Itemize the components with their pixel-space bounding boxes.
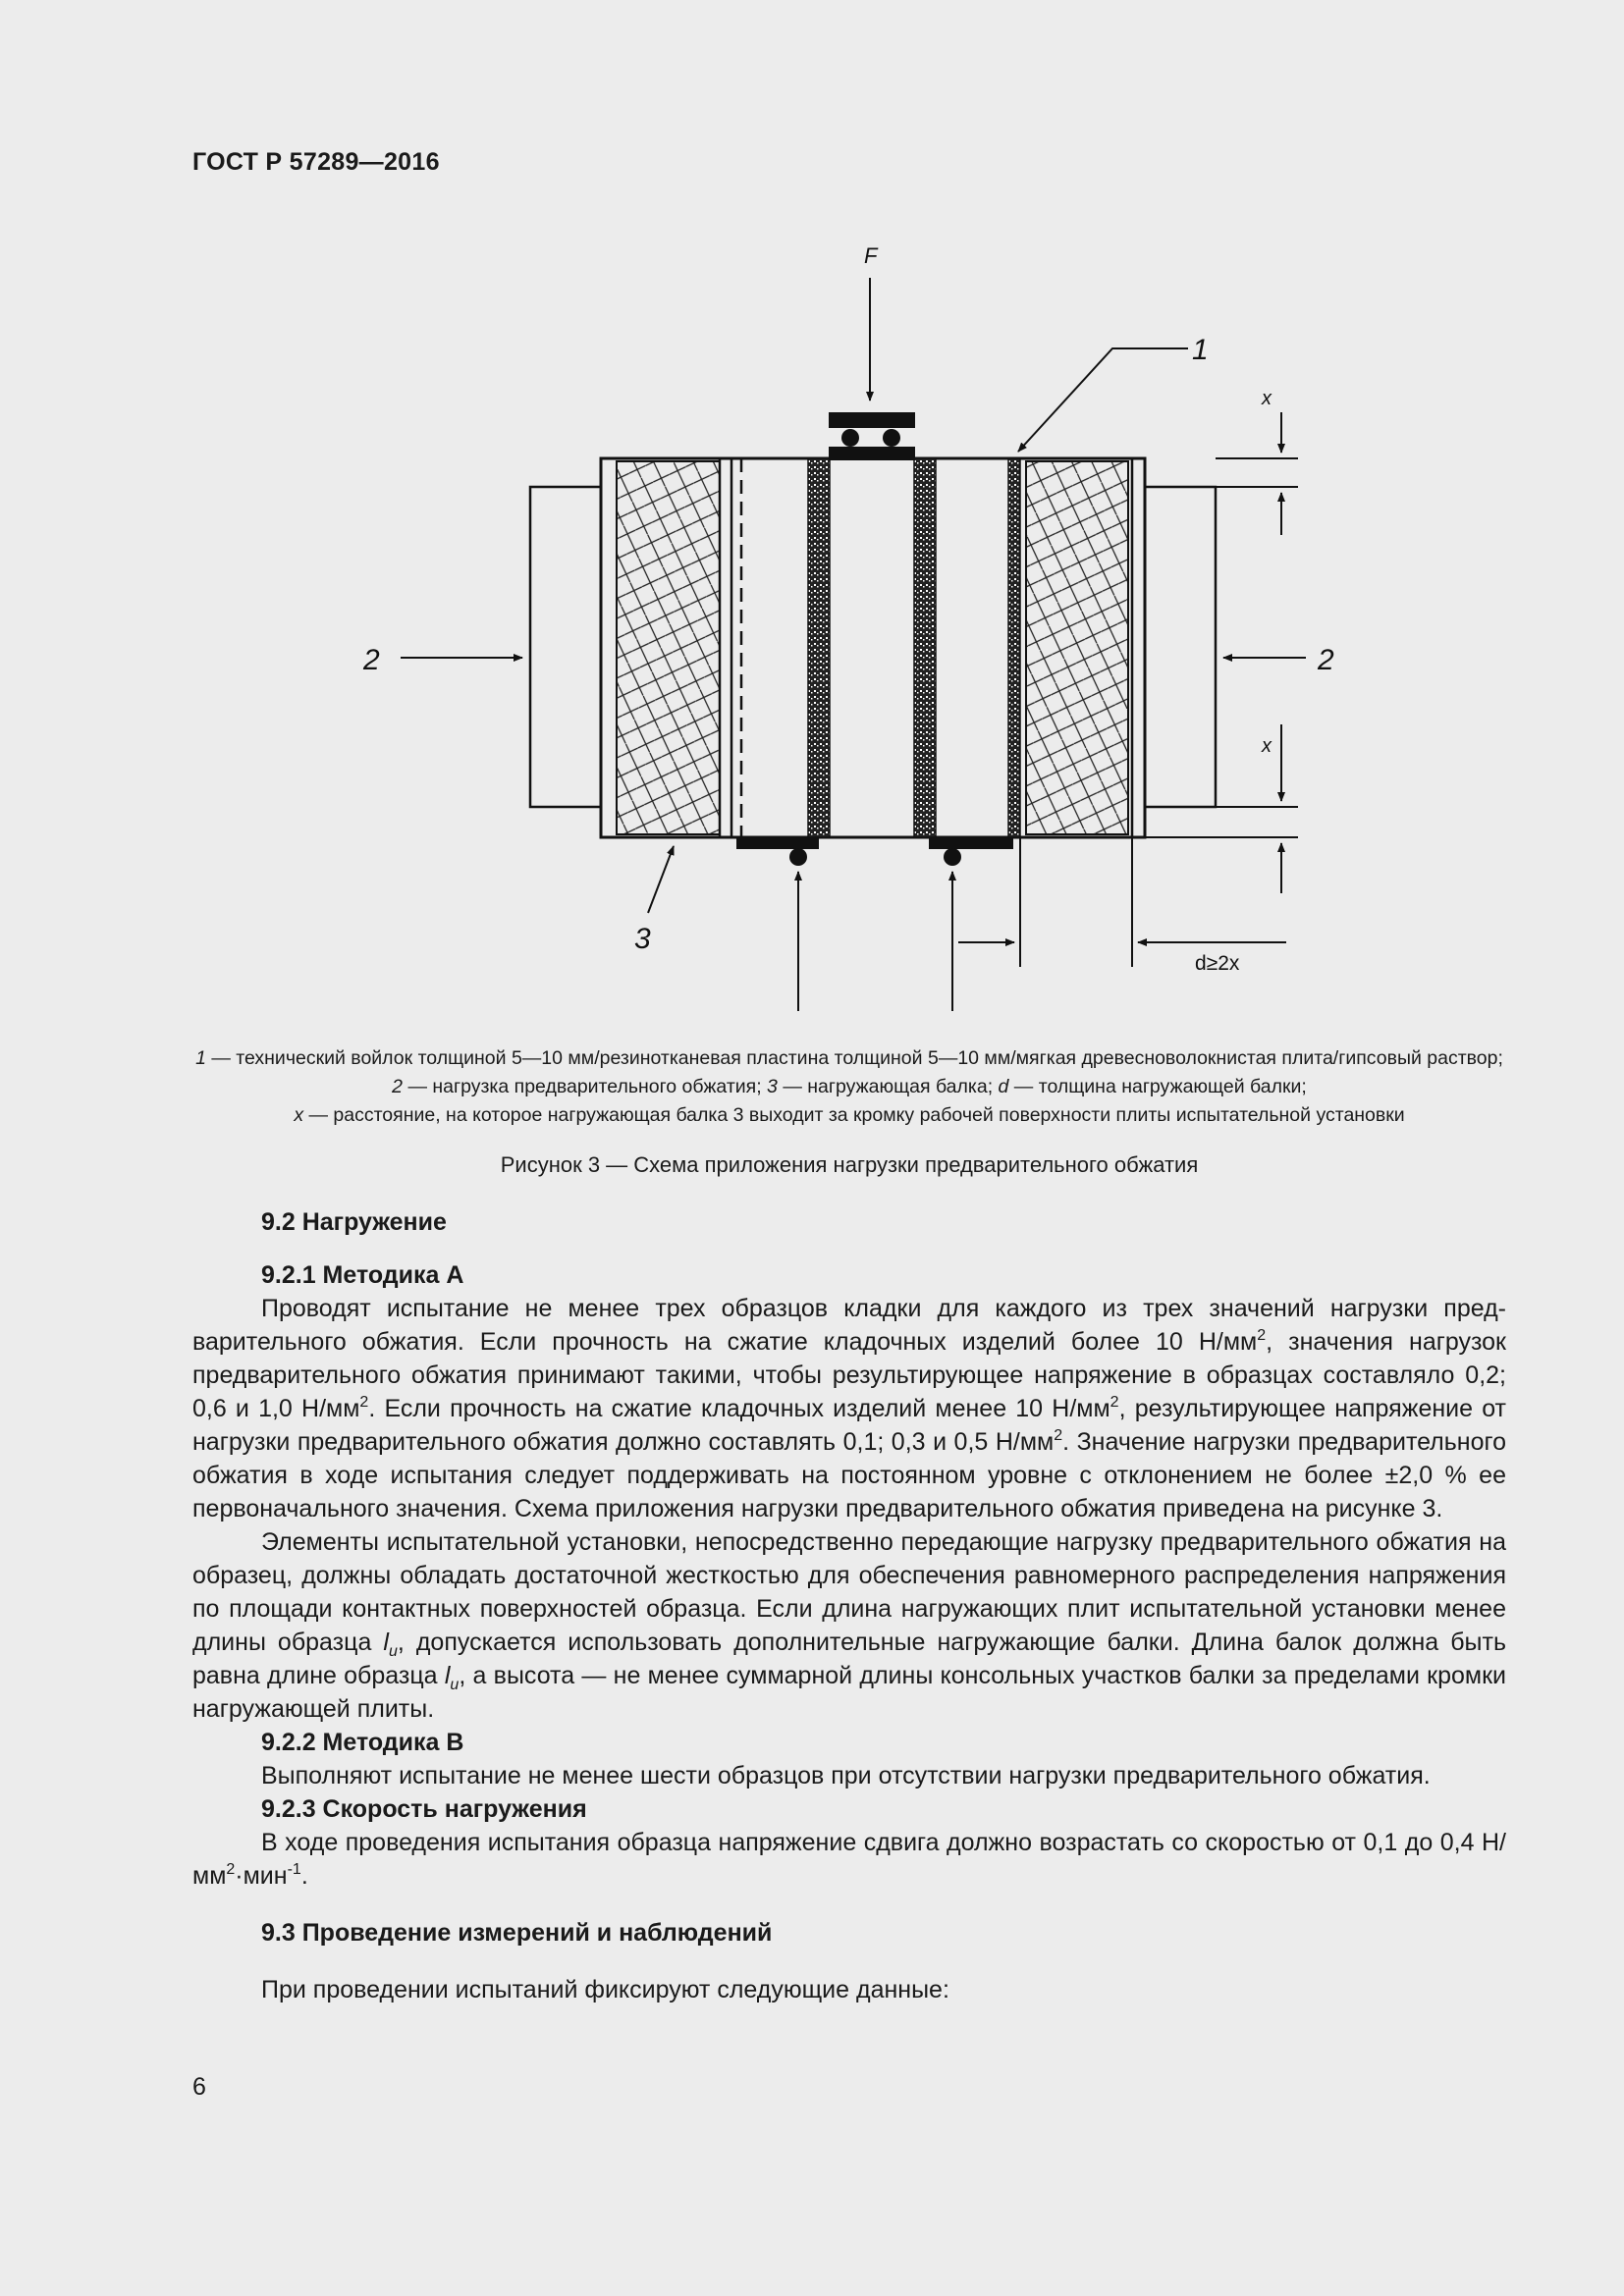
label-x-top: x — [1262, 388, 1272, 409]
felt-strip — [914, 458, 936, 837]
heading-9-2: 9.2 Нагружение — [261, 1208, 447, 1236]
felt-strip — [808, 458, 830, 837]
label-2-left: 2 — [363, 644, 380, 676]
felt-layer-1 — [1008, 458, 1020, 837]
label-x-bottom: x — [1262, 735, 1272, 757]
label-3: 3 — [634, 923, 651, 955]
document-header: ГОСТ Р 57289—2016 — [192, 148, 440, 176]
paragraph-measurements: При проведении испытаний фиксируют следующие данные: — [261, 1976, 949, 2003]
heading-9-2-2: 9.2.2 Методика В — [261, 1729, 464, 1756]
heading-9-3: 9.3 Проведение измерений и наблюдений — [261, 1919, 773, 1947]
left-loading-plate — [530, 487, 601, 807]
body-text — [192, 1205, 1506, 2006]
label-force: F — [864, 243, 878, 268]
heading-9-2-3: 9.2.3 Скорость нагружения — [261, 1795, 587, 1823]
left-masonry-unit — [617, 461, 720, 834]
right-loading-plate — [1145, 487, 1216, 807]
paragraph-test-setup: Элементы испытательной установки, непосредственно передающие нагрузку предварительного обжатия на образец, должны обладать достаточной жесткостью для обеспечения равномерного распределения напряжения по площади контактных поверхностей образца. Если длина нагружающих плит испытательной установки менее длины образца $l_u$, допускается использовать дополнительные нагружающие балки. Длина балок должна быть равна длине образца $l_u$, а высота — не менее суммарной длины консольных участков балки за пределами кромки нагружающей плиты. — [192, 1528, 1506, 1723]
label-d-dim: d≥2x — [1195, 952, 1240, 975]
bottom-loading-beams — [736, 837, 1013, 866]
heading-9-2-1: 9.2.1 Методика А — [261, 1261, 464, 1289]
leader-label-1 — [1018, 348, 1188, 452]
right-masonry-unit — [1026, 461, 1128, 834]
paragraph-method-a: Проводят испытание не менее трех образцов кладки для каждого из трех значений нагрузки предварительного обжатия. Если прочность на сжатие кладочных изделий более 10 $Н/мм^2$, значения нагрузок предварительного обжатия принимают такими, чтобы результирующее напряжение в образцах составляло 0,2; 0,6 и 1,0 $Н/мм^2$. Если прочность на сжатие кладочных изделий менее 10 $Н/мм^2$, результирующее напряжение от нагрузки предварительного обжатия должно составлять 0,1; 0,3 и 0,5 $Н/мм^2$. Значение нагрузки предварительного обжатия в ходе испытания следует поддерживать на постоянном уровне с отклонением не более ±2,0 % ее первоначального значения. Схема приложения нагрузки предварительного обжатия приведена на рисунке 3. — [192, 1295, 1507, 1522]
label-2-right: 2 — [1318, 644, 1334, 676]
loading-scheme-figure — [324, 234, 1334, 1019]
top-loading-beam — [829, 412, 915, 460]
paragraph-method-b: Выполняют испытание не менее шести образцов при отсутствии нагрузки предварительного обжатия. — [261, 1762, 1431, 1789]
label-1: 1 — [1192, 334, 1209, 366]
page-number: 6 — [192, 2073, 206, 2101]
figure-caption: Рисунок 3 — Схема приложения нагрузки предварительного обжатия — [500, 1152, 1199, 1177]
figure-legend: 1 — технический войлок толщиной 5—10 мм/резинотканевая пластина толщиной 5—10 мм/мягкая древесноволокнистая плита/гипсовый раствор; 2 — нагрузка предварительного обжатия; 3 — нагружающая балка; d — толщина нагружающей балки; x — расстояние, на которое нагружающая балка 3 выходит за кромку рабочей поверхности плиты испытательной установки — [195, 1047, 1503, 1126]
paragraph-loading-rate: В ходе проведения испытания образца напряжение сдвига должно возрастать со скоростью от 0,1 до 0,4 $Н/мм^2\cdot мин^{-1}$. — [192, 1829, 1506, 1890]
leader-label-3 — [648, 846, 674, 913]
